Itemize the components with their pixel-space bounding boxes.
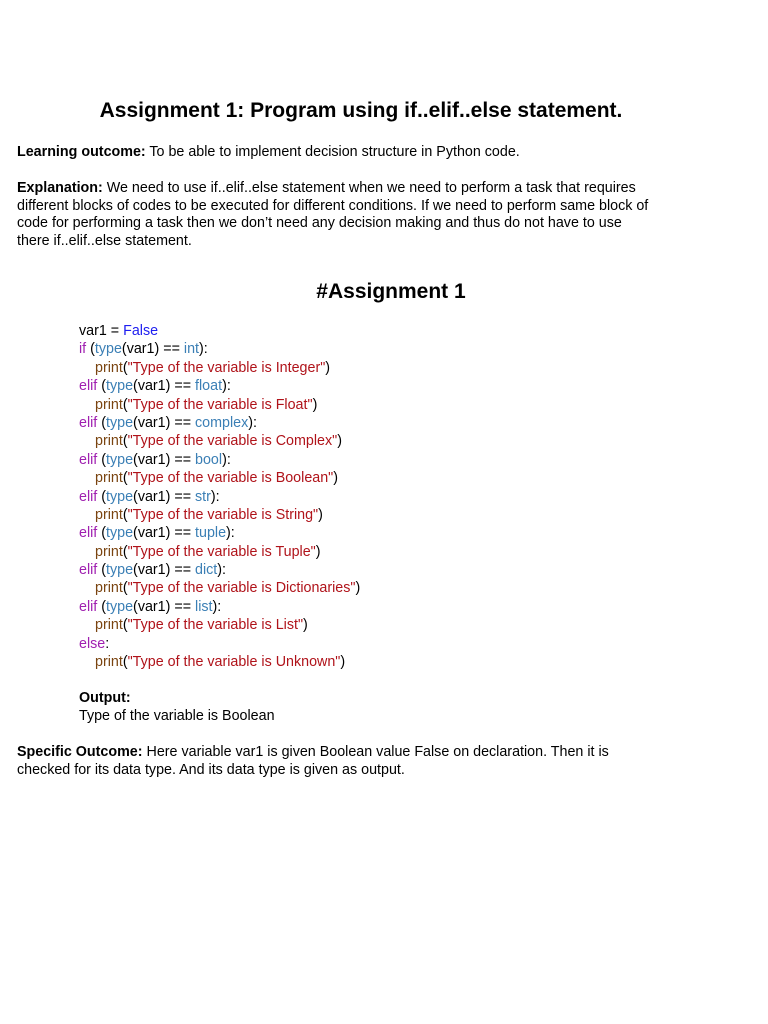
code-line-condition [79, 340, 639, 358]
code-string: "Type of the variable is Tuple" [127, 543, 316, 560]
code-print-fn: print [95, 359, 123, 376]
code-string: "Type of the variable is Complex" [127, 433, 338, 450]
code-compare: ) == [165, 525, 196, 542]
code-punct: ( [122, 506, 128, 523]
code-punct: ( [122, 543, 128, 560]
specific-outcome-text: Here variable var1 is given Boolean value False on declaration. Then it is checked for its data type. And its data type is given as output. [17, 744, 609, 778]
code-line-condition [79, 561, 639, 579]
code-string: "Type of the variable is String" [127, 506, 319, 523]
code-arg: var1 [137, 451, 166, 468]
section-heading: #Assignment 1 [316, 280, 466, 303]
code-type-name: dict [195, 562, 218, 579]
code-arg: var1 [137, 414, 166, 431]
code-punct: ( [97, 414, 107, 431]
code-type-name: tuple [195, 525, 227, 542]
code-var-value: False [123, 323, 159, 339]
code-punct: ( [133, 525, 138, 542]
code-punct: ( [122, 433, 128, 450]
code-type-name: bool [195, 451, 223, 468]
code-compare: ) == [165, 378, 196, 395]
code-var-name: var1 [79, 323, 107, 339]
code-punct: ( [122, 470, 128, 487]
code-compare: ) == [165, 451, 196, 468]
code-keyword: elif [79, 451, 98, 468]
code-line-print [79, 396, 639, 414]
learning-outcome-paragraph [17, 144, 657, 162]
code-punct: ( [133, 598, 138, 615]
code-punct: ( [122, 654, 128, 671]
code-compare: ) == [165, 562, 196, 579]
code-line-print [79, 432, 639, 450]
code-type-fn: type [106, 451, 134, 468]
code-print-fn: print [95, 543, 123, 560]
specific-outcome-label: Specific Outcome: [17, 744, 143, 760]
code-line-condition [79, 488, 639, 506]
code-punct: ): [217, 562, 227, 579]
code-type-fn: type [106, 598, 134, 615]
code-punct: ) [312, 396, 318, 413]
code-punct: ) [333, 470, 339, 487]
code-type-name: str [195, 488, 211, 505]
code-punct: ): [212, 598, 222, 615]
code-block [79, 322, 639, 671]
code-punct: ): [248, 414, 258, 431]
code-type-name: list [195, 598, 213, 615]
code-punct: ) [325, 359, 331, 376]
code-line-condition [79, 414, 639, 432]
code-print-fn: print [95, 617, 123, 634]
output-block [79, 690, 639, 725]
code-arg: var1 [126, 341, 155, 358]
code-type-fn: type [106, 414, 134, 431]
code-punct: ( [122, 617, 128, 634]
output-text: Type of the variable is Boolean [79, 707, 275, 724]
code-line-print [79, 469, 639, 487]
code-line-condition [79, 377, 639, 395]
code-line-condition [79, 524, 639, 542]
code-print-fn: print [95, 470, 123, 487]
code-punct: ( [86, 341, 95, 358]
code-punct: ( [97, 598, 107, 615]
explanation-label: Explanation: [17, 180, 103, 196]
code-punct: ): [226, 525, 235, 542]
code-punct: ( [133, 414, 138, 431]
code-punct: ( [97, 488, 107, 505]
code-punct: ) [303, 617, 308, 634]
code-line-print [79, 543, 639, 561]
code-string: "Type of the variable is Unknown" [127, 654, 341, 671]
code-punct: ) [340, 654, 346, 671]
code-type-name: complex [195, 414, 249, 431]
learning-outcome-text: To be able to implement decision structure in Python code. [145, 144, 520, 160]
code-keyword: elif [79, 488, 98, 505]
code-compare: ) == [165, 414, 196, 431]
code-string: "Type of the variable is Integer" [127, 359, 326, 376]
code-punct: ( [97, 378, 107, 395]
code-punct: ): [199, 341, 208, 358]
code-punct: ) [315, 543, 321, 560]
code-punct: ( [133, 562, 138, 579]
code-arg: var1 [137, 525, 166, 542]
code-arg: var1 [137, 378, 166, 395]
code-compare: ) == [154, 341, 184, 358]
code-line-print [79, 653, 639, 671]
code-string: "Type of the variable is Dictionaries" [127, 580, 356, 597]
code-punct: ) [318, 506, 323, 523]
code-punct: ( [97, 451, 107, 468]
code-keyword: elif [79, 414, 98, 431]
code-print-fn: print [95, 506, 123, 523]
code-line-condition [79, 598, 639, 616]
explanation-text: We need to use if..elif..else statement when we need to perform a task that requires different blocks of codes to be executed for different conditions. If we need to perform same block of code for performing a task then we don’t need any decision making and thus do not have to use there if..elif..else statement. [17, 180, 649, 250]
code-type-fn: type [106, 378, 134, 395]
code-punct: ( [133, 378, 138, 395]
code-line-assignment [79, 322, 639, 340]
code-punct: ( [122, 580, 128, 597]
code-keyword: if [79, 341, 87, 358]
code-string: "Type of the variable is Float" [127, 396, 313, 413]
code-line-print [79, 616, 639, 634]
code-type-fn: type [106, 525, 134, 542]
code-punct: ( [122, 396, 128, 413]
code-punct: ( [121, 341, 127, 358]
code-line-print [79, 359, 639, 377]
code-type-name: float [195, 378, 223, 395]
code-compare: ) == [165, 598, 196, 615]
code-print-fn: print [95, 654, 123, 671]
code-line-print [79, 579, 639, 597]
page-title: Assignment 1: Program using if..elif..else statement. [99, 99, 623, 122]
code-punct: ( [133, 451, 138, 468]
code-print-fn: print [95, 396, 123, 413]
code-string: "Type of the variable is List" [127, 617, 304, 634]
code-punct: ( [133, 488, 138, 505]
code-keyword: elif [79, 525, 98, 542]
code-type-fn: type [94, 341, 122, 358]
code-line-print [79, 506, 639, 524]
output-label: Output: [79, 690, 131, 706]
code-punct: ) [355, 580, 361, 597]
code-punct: ): [222, 451, 231, 468]
code-keyword: elif [79, 598, 98, 615]
code-assign-op: = [106, 323, 124, 339]
code-type-name: int [183, 341, 200, 358]
code-print-fn: print [95, 433, 123, 450]
explanation-paragraph [17, 180, 657, 251]
code-punct: ( [97, 562, 107, 579]
code-print-fn: print [95, 580, 123, 597]
code-arg: var1 [137, 488, 166, 505]
code-type-fn: type [106, 488, 134, 505]
code-arg: var1 [137, 598, 166, 615]
code-punct: ) [337, 433, 342, 450]
code-punct: ): [222, 378, 231, 395]
code-line-else [79, 635, 639, 653]
code-string: "Type of the variable is Boolean" [127, 470, 334, 487]
code-keyword: else [79, 635, 106, 652]
code-punct: ( [122, 359, 128, 376]
code-line-condition [79, 451, 639, 469]
specific-outcome-paragraph [17, 744, 657, 779]
learning-outcome-label: Learning outcome: [17, 144, 146, 160]
code-punct: : [105, 635, 110, 652]
code-keyword: elif [79, 562, 98, 579]
code-punct: ( [97, 525, 107, 542]
code-type-fn: type [106, 562, 134, 579]
code-punct: ): [210, 488, 220, 505]
code-arg: var1 [137, 562, 166, 579]
code-compare: ) == [165, 488, 196, 505]
code-keyword: elif [79, 378, 98, 395]
